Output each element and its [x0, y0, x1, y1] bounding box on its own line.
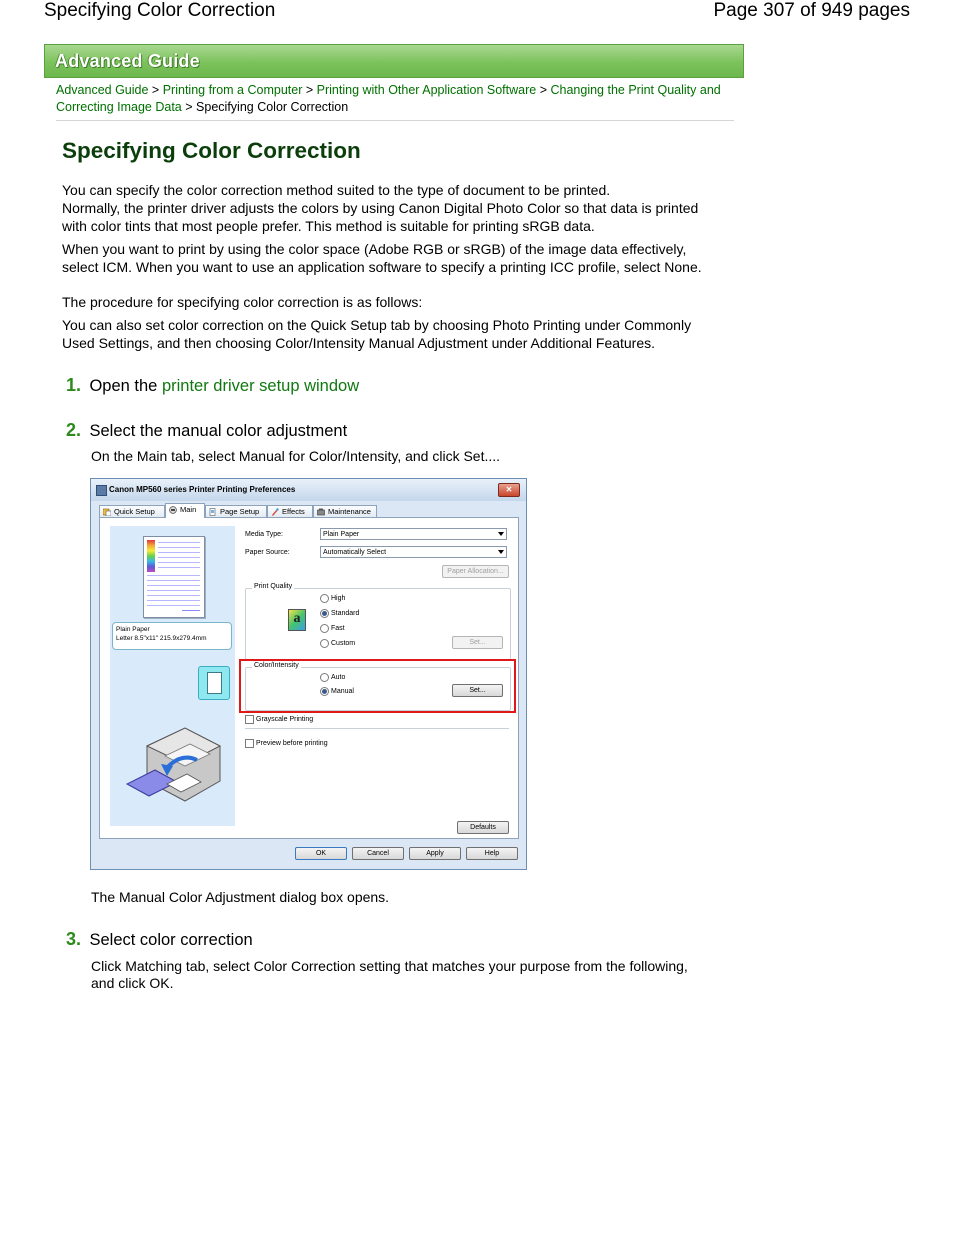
step-number: 1.	[66, 375, 82, 395]
highlight-frame	[239, 659, 516, 713]
printer-icon	[96, 485, 107, 496]
media-type-label: Media Type:	[245, 531, 284, 538]
color-stripes	[147, 540, 155, 572]
page-title: Specifying Color Correction	[62, 138, 361, 163]
ok-button[interactable]: OK	[295, 847, 347, 860]
breadcrumb-link-printing-from-computer[interactable]: Printing from a Computer	[162, 83, 303, 97]
tab-page-setup[interactable]: Page Setup	[205, 505, 267, 517]
paper-allocation-button[interactable]: Paper Allocation...	[442, 565, 509, 578]
quality-high-radio[interactable]: High	[320, 594, 345, 603]
color-set-button[interactable]: Set...	[452, 684, 503, 697]
breadcrumb-link-advanced-guide[interactable]: Advanced Guide	[56, 83, 149, 97]
print-quality-icon: a	[288, 609, 306, 631]
step-3-description: Click Matching tab, select Color Correction setting that matches your purpose from the following, and click OK.	[91, 958, 688, 991]
advanced-guide-banner	[44, 44, 744, 78]
settings-preview-pane	[110, 526, 235, 826]
media-type-select[interactable]: Plain Paper	[320, 528, 507, 540]
step-title: Select color correction	[89, 931, 253, 949]
apply-button[interactable]: Apply	[409, 847, 461, 860]
step-1	[66, 375, 359, 396]
quality-fast-radio[interactable]: Fast	[320, 624, 345, 633]
quality-set-button[interactable]: Set...	[452, 636, 503, 649]
breadcrumb-separator: >	[539, 83, 547, 97]
page-counter: Page 307 of 949 pages	[713, 0, 910, 21]
step-2-result: The Manual Color Adjustment dialog box opens.	[91, 889, 390, 905]
printing-preferences-dialog	[90, 478, 527, 870]
main-tab-panel	[99, 517, 519, 839]
dialog-title-bar	[91, 479, 526, 501]
tab-maintenance[interactable]: Maintenance	[313, 505, 377, 517]
paper-source-select[interactable]: Automatically Select	[320, 546, 507, 558]
tab-main[interactable]: Main	[165, 503, 205, 518]
printer-illustration	[125, 726, 225, 811]
step-2	[66, 420, 347, 441]
chevron-down-icon	[498, 532, 504, 536]
help-button[interactable]: Help	[466, 847, 518, 860]
close-button[interactable]: ✕	[498, 483, 520, 497]
breadcrumb-divider	[56, 120, 734, 121]
intro-paragraph-3: The procedure for specifying color correction is as follows:	[62, 294, 423, 310]
quality-standard-radio[interactable]: Standard	[320, 609, 359, 618]
chevron-down-icon	[498, 550, 504, 554]
cancel-button[interactable]: Cancel	[352, 847, 404, 860]
step-title: Open the	[89, 377, 162, 395]
divider	[245, 728, 509, 729]
main-tab-icon	[169, 506, 177, 514]
quality-custom-radio[interactable]: Custom	[320, 639, 355, 648]
print-quality-group	[245, 583, 511, 660]
breadcrumb	[56, 82, 736, 116]
step-title: Select the manual color adjustment	[89, 422, 348, 440]
step-2-description: On the Main tab, select Manual for Color/Intensity, and click Set....	[91, 448, 501, 464]
intro-paragraph-2: When you want to print by using the color space (Adobe RGB or sRGB) of the image data effectively, select ICM. When you want to use an application software to specify a printing ICC profile, select None.	[62, 241, 702, 275]
banner-label: Advanced Guide	[55, 51, 200, 71]
breadcrumb-link-other-application[interactable]: Printing with Other Application Software	[316, 83, 537, 97]
grayscale-checkbox[interactable]: Grayscale Printing	[245, 715, 313, 724]
intro-line-2: Normally, the printer driver adjusts the colors by using Canon Digital Photo Color so that data is printed with color tints that most people prefer. This method is suitable for printing sRGB data.	[62, 200, 699, 234]
document-title: Specifying Color Correction	[44, 0, 276, 21]
step-number: 2.	[66, 420, 82, 440]
dialog-title: Canon MP560 series Printer Printing Preferences	[109, 485, 296, 494]
paper-info-label: Plain Paper Letter 8.5"x11" 215.9x279.4mm	[112, 622, 232, 650]
color-auto-radio[interactable]: Auto	[320, 673, 345, 682]
tab-effects[interactable]: Effects	[267, 505, 313, 517]
print-quality-label: Print Quality	[254, 583, 293, 590]
page-setup-icon	[209, 508, 217, 516]
breadcrumb-link-print-quality[interactable]: Changing the Print Quality and Correcting Image Data	[56, 83, 721, 114]
breadcrumb-separator: >	[185, 100, 193, 114]
paper-orientation-icon	[198, 666, 230, 700]
quick-setup-icon	[103, 508, 111, 516]
breadcrumb-separator: >	[305, 83, 314, 97]
intro-paragraph-1	[62, 181, 722, 235]
breadcrumb-current: Specifying Color Correction	[196, 100, 349, 114]
paper-source-label: Paper Source:	[245, 549, 290, 556]
maintenance-icon	[317, 508, 325, 516]
intro-paragraph-4: You can also set color correction on the Quick Setup tab by choosing Photo Printing under Commonly Used Settings, and then choosing Color/Intensity Manual Adjustment under Additional Features.	[62, 317, 692, 351]
color-manual-radio[interactable]: Manual	[320, 687, 354, 696]
printer-driver-setup-link[interactable]: printer driver setup window	[161, 377, 360, 395]
preview-before-printing-checkbox[interactable]: Preview before printing	[245, 739, 328, 748]
step-number: 3.	[66, 929, 82, 949]
intro-line-1: You can specify the color correction method suited to the type of document to be printed.	[62, 182, 611, 198]
color-intensity-label: Color/Intensity	[254, 662, 299, 669]
step-3	[66, 929, 253, 950]
breadcrumb-separator: >	[151, 83, 160, 97]
defaults-button[interactable]: Defaults	[457, 821, 509, 834]
tab-quick-setup[interactable]: Quick Setup	[99, 505, 165, 517]
effects-icon	[271, 508, 279, 516]
paper-preview	[143, 536, 205, 618]
